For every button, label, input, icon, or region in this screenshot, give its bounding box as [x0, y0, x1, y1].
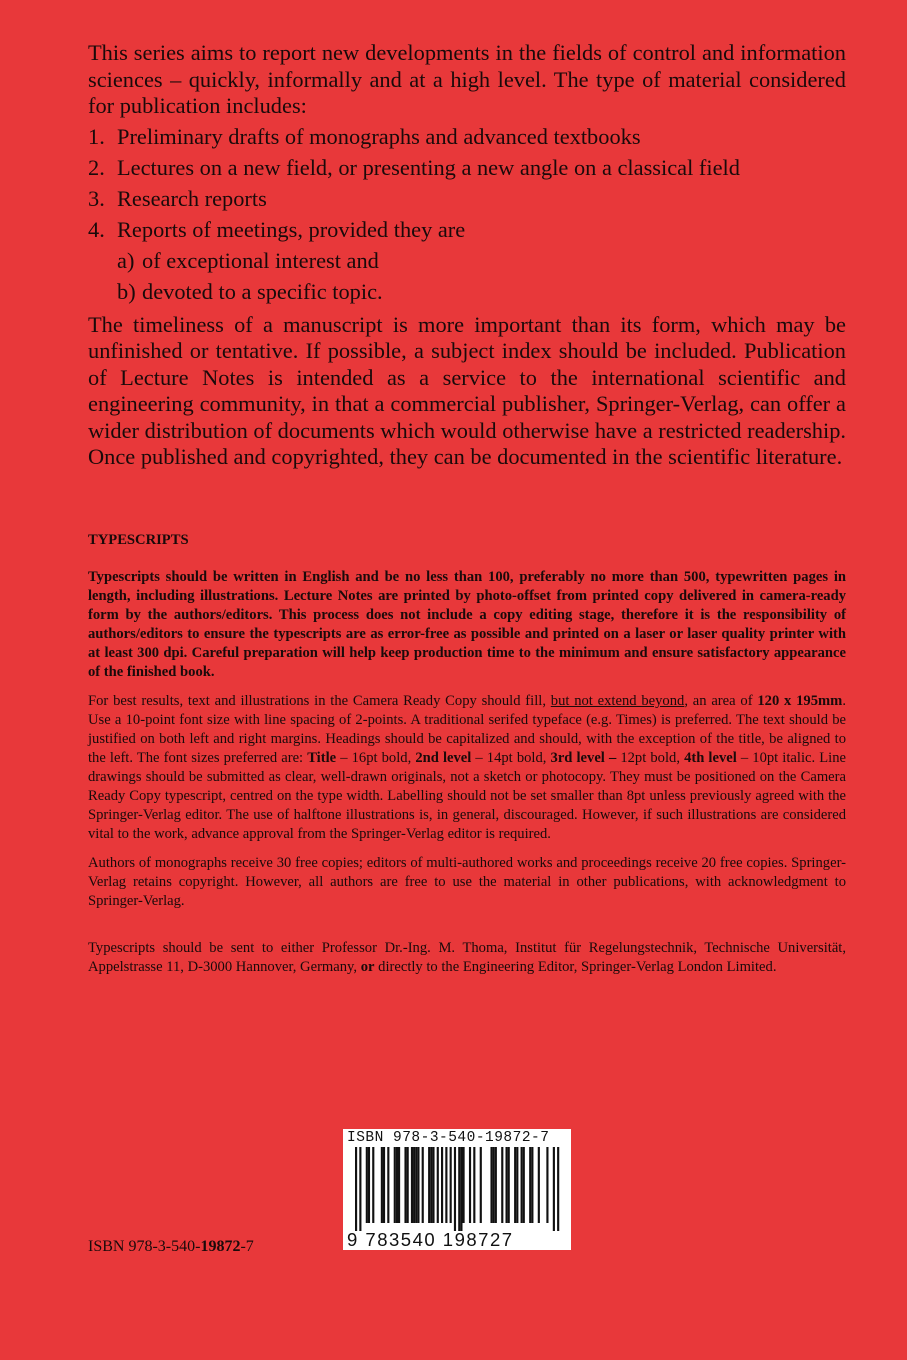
- text-run: , an area of: [684, 693, 758, 709]
- list-item: [88, 217, 846, 248]
- barcode-bar: [355, 1147, 357, 1231]
- bold-text: 3rd level –: [550, 750, 617, 766]
- barcode-bar: [437, 1147, 439, 1223]
- bold-text: 4th level: [684, 750, 737, 766]
- barcode-bar: [404, 1147, 406, 1223]
- barcode-bar: [546, 1147, 548, 1223]
- barcode-bar: [495, 1147, 497, 1223]
- barcode-bar: [514, 1147, 516, 1223]
- typescripts-section: [88, 531, 846, 987]
- list-text: Preliminary drafts of monographs and advanced textbooks: [117, 123, 641, 149]
- barcode-bar: [415, 1147, 417, 1223]
- barcode-bar: [432, 1147, 434, 1223]
- address-paragraph: [88, 939, 846, 977]
- barcode-bar: [445, 1147, 447, 1223]
- barcode-bar: [529, 1147, 531, 1223]
- barcode-bar: [454, 1147, 456, 1231]
- barcode-bar: [480, 1147, 482, 1223]
- barcode-bar: [396, 1147, 398, 1223]
- list-letter: a): [117, 247, 135, 273]
- text-run: Typescripts should be written in English and be no less than 100, preferably no more than 500, typewritten pages in length, including illustrations.: [88, 569, 846, 604]
- barcode-bar: [411, 1147, 413, 1223]
- list-text: Reports of meetings, provided they are: [117, 216, 466, 242]
- text-run: Typescripts should be sent to either Professor Dr.-Ing. M. Thoma, Institut für Regelungstechnik, Technische Universität, Appelstrasse 11, D-3000 Hannover, Germany,: [88, 940, 846, 975]
- barcode-bar: [359, 1147, 361, 1231]
- barcode-bar: [381, 1147, 383, 1223]
- barcode-bar: [383, 1147, 385, 1223]
- text-run: Lecture Notes: [283, 588, 373, 604]
- barcode-bar: [441, 1147, 443, 1223]
- barcode-bar: [368, 1147, 370, 1223]
- list-text: devoted to a specific topic.: [142, 278, 383, 304]
- typescripts-requirements: [88, 568, 846, 682]
- list-subitem: [88, 248, 846, 279]
- isbn-suffix: -7: [240, 1238, 254, 1255]
- barcode-bar: [372, 1147, 374, 1223]
- bold-text: or: [360, 959, 375, 975]
- barcode-bar: [460, 1147, 462, 1231]
- barcode-bar: [501, 1147, 503, 1223]
- list-letter: b): [117, 278, 136, 304]
- list-number: 4.: [88, 216, 105, 242]
- text-run: – 10pt italic. Line drawings should be submitted as clear, well-drawn originals, not a sketch or photocopy. They must be positioned on the Camera Ready Copy typescript, centred on the type width. Labelling should not be set smaller than 8pt unless previously agreed with the Springer-Verlag editor. The use of halftone illustrations is, in general, discouraged. However, if such illustrations are considered vital to the work, advance approval from the Springer-Verlag editor is required.: [88, 750, 846, 842]
- intro-section: [88, 40, 846, 471]
- camera-ready-instructions: [88, 692, 846, 844]
- text-run: – 14pt bold,: [471, 750, 551, 766]
- barcode-bars: [343, 1147, 571, 1231]
- barcode-bar: [458, 1147, 460, 1231]
- bold-text: Title: [307, 750, 337, 766]
- underlined-text: but not extend beyond: [550, 693, 685, 709]
- text-run: . Use a 10-point font size with line spacing of 2-points. A traditional serifed typeface (e.g. Times) is preferred. The text should be justified on both left and right margins. Headings should be capitalized and should, with the exception of the title, be aligned to the left. The font sizes preferred are:: [88, 693, 846, 766]
- barcode-bar: [413, 1147, 415, 1223]
- list-item: [88, 124, 846, 155]
- list-subitem: [88, 279, 846, 310]
- barcode-bar: [417, 1147, 419, 1223]
- text-run: are printed by photo-offset from printed copy delivered in camera-ready form by the authors/editors. This process does not include a copy editing stage, therefore it is the responsibility of authors/editors to ensure the typescripts are as error-free as possible and printed on a laser or laser quality printer with at least 300 dpi. Careful preparation will help keep production time to the minimum and ensure satisfactory appearance of the finished book.: [88, 588, 847, 680]
- text-run: For best results, text and illustrations in the Camera Ready Copy should fill,: [88, 693, 551, 709]
- barcode-bar: [508, 1147, 510, 1223]
- barcode-bar: [473, 1147, 475, 1223]
- text-run: 12pt bold,: [616, 750, 685, 766]
- material-list: [88, 124, 846, 310]
- barcode-bar: [521, 1147, 523, 1223]
- text-run: – 16pt bold,: [336, 750, 416, 766]
- barcode-bar: [538, 1147, 540, 1223]
- barcode-bar: [557, 1147, 559, 1231]
- list-item: [88, 186, 846, 217]
- isbn-prefix: ISBN 978-3-540-: [88, 1238, 201, 1255]
- list-number: 2.: [88, 154, 105, 180]
- copies-paragraph: Authors of monographs receive 30 free copies; editors of multi-authored works and proceedings receive 20 free copies. Springer-Verlag retains copyright. However, all authors are free to use the material in other publications, with acknowledgment to Springer-Verlag.: [88, 855, 846, 909]
- barcode-bar: [531, 1147, 533, 1223]
- barcode-bar: [422, 1147, 424, 1223]
- barcode-bar: [387, 1147, 389, 1223]
- list-text: of exceptional interest and: [142, 247, 379, 273]
- list-item: [88, 155, 846, 186]
- isbn-label: [88, 1238, 254, 1256]
- list-number: 1.: [88, 123, 105, 149]
- barcode-bar: [523, 1147, 525, 1223]
- barcode-bar: [430, 1147, 432, 1223]
- barcode-isbn-text: ISBN 978-3-540-19872-7: [347, 1130, 550, 1146]
- bold-text: 2nd level: [415, 750, 472, 766]
- barcode-bar: [506, 1147, 508, 1223]
- barcode-bar: [490, 1147, 492, 1223]
- list-text: Lectures on a new field, or presenting a new angle on a classical field: [117, 154, 740, 180]
- text-run: directly to the Engineering Editor, Springer-Verlag London Limited.: [374, 959, 777, 975]
- isbn-bold: 19872: [200, 1238, 241, 1255]
- intro-paragraph: This series aims to report new developments in the fields of control and information sciences – quickly, informally and at a high level. The type of material considered for publication includes:: [88, 40, 846, 118]
- barcode-bar: [394, 1147, 396, 1223]
- barcode-bar: [407, 1147, 409, 1223]
- barcode-bar: [553, 1147, 555, 1231]
- barcode-bar: [516, 1147, 518, 1223]
- list-number: 3.: [88, 185, 105, 211]
- list-text: Research reports: [117, 185, 267, 211]
- barcode-bar: [493, 1147, 495, 1223]
- isbn-barcode: [343, 1129, 571, 1250]
- barcode-bar: [398, 1147, 400, 1223]
- bold-text: 120 x 195mm: [757, 693, 843, 709]
- barcode-bar: [463, 1147, 465, 1223]
- barcode-bar: [450, 1147, 452, 1223]
- typescripts-heading: TYPESCRIPTS: [88, 532, 189, 548]
- timeliness-paragraph: The timeliness of a manuscript is more important than its form, which may be unfinished or tentative. If possible, a subject index should be included. Publication of Lecture Notes is intended as a service to the international scientific and engineering community, in that a commercial publisher, Springer-Verlag, can offer a wider distribution of documents which would otherwise have a restricted readership. Once published and copyrighted, they can be documented in the scientific literature.: [88, 311, 846, 469]
- barcode-digits: 9 783540 198727: [347, 1229, 514, 1250]
- barcode-bar: [469, 1147, 471, 1223]
- barcode-bar: [428, 1147, 430, 1223]
- barcode-bar: [366, 1147, 368, 1223]
